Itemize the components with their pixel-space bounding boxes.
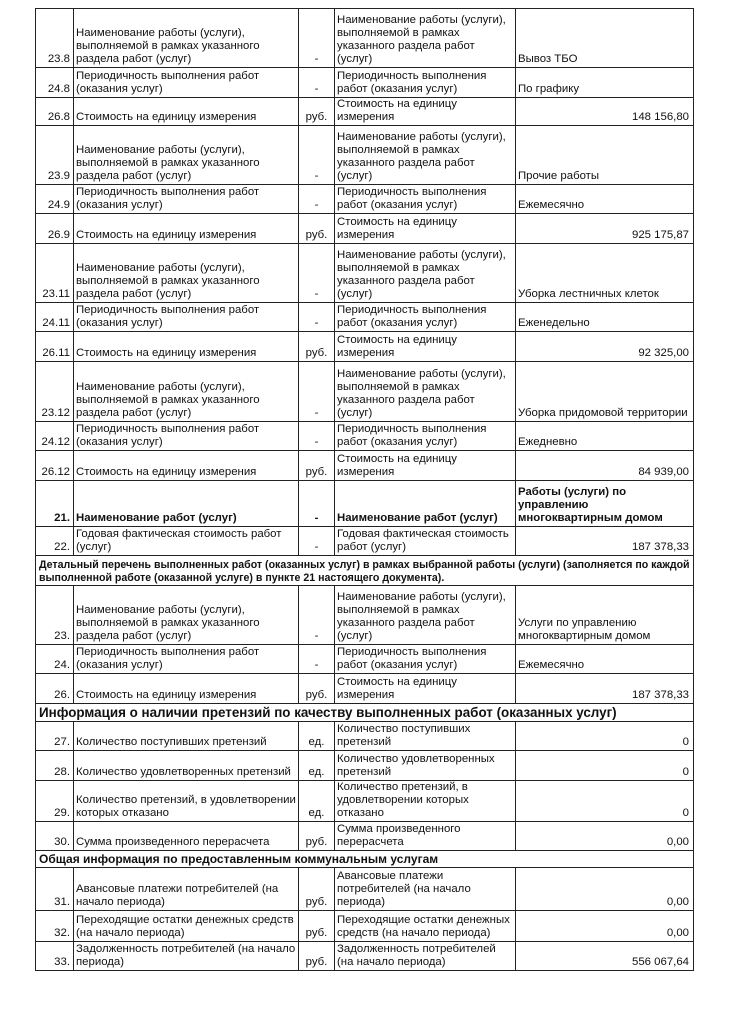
item-value: 92 325,00	[516, 332, 694, 362]
item-description: Наименование работы (услуги), выполняемой в рамках указанного раздела работ (услуг)	[335, 9, 516, 68]
unit-cell: руб.	[299, 98, 335, 126]
item-name: Наименование работы (услуги), выполняемой в рамках указанного раздела работ (услуг)	[74, 9, 299, 68]
row-number: 22.	[36, 527, 74, 556]
item-value: 187 378,33	[516, 527, 694, 556]
item-description: Количество поступивших претензий	[335, 722, 516, 751]
item-value: Ежемесячно	[516, 645, 694, 674]
table-row	[36, 332, 694, 362]
item-name: Авансовые платежи потребителей (на начало периода)	[74, 868, 299, 911]
item-description: Стоимость на единицу измерения	[335, 451, 516, 481]
detail-note-row	[36, 556, 694, 586]
row-number: 23.9	[36, 126, 74, 185]
row-number: 28.	[36, 751, 74, 781]
table-row	[36, 244, 694, 303]
item-description: Переходящие остатки денежных средств (на начало периода)	[335, 911, 516, 942]
item-description: Периодичность выполнения работ (оказания услуг)	[335, 185, 516, 214]
item-name: Стоимость на единицу измерения	[74, 214, 299, 244]
unit-cell: -	[299, 68, 335, 98]
table-row	[36, 9, 694, 68]
unit-cell: -	[299, 185, 335, 214]
unit-cell: руб.	[299, 911, 335, 942]
table-row	[36, 185, 694, 214]
unit-cell: -	[299, 422, 335, 451]
section-title: Информация о наличии претензий по качеству выполненных работ (оказанных услуг)	[36, 704, 694, 722]
unit-cell: -	[299, 126, 335, 185]
table-row	[36, 362, 694, 422]
row-number: 26.11	[36, 332, 74, 362]
row-number: 23.12	[36, 362, 74, 422]
item-description: Количество претензий, в удовлетворении которых отказано	[335, 781, 516, 822]
row-number: 26.	[36, 674, 74, 704]
table-row	[36, 481, 694, 527]
item-name: Наименование работы (услуги), выполняемой в рамках указанного раздела работ (услуг)	[74, 362, 299, 422]
item-value: Ежемесячно	[516, 185, 694, 214]
item-description: Стоимость на единицу измерения	[335, 674, 516, 704]
table-row	[36, 451, 694, 481]
item-value: 0,00	[516, 822, 694, 851]
item-value: Прочие работы	[516, 126, 694, 185]
item-value: Ежедневно	[516, 422, 694, 451]
item-value: Уборка придомовой территории	[516, 362, 694, 422]
item-value: По графику	[516, 68, 694, 98]
item-description: Стоимость на единицу измерения	[335, 214, 516, 244]
row-number: 27.	[36, 722, 74, 751]
row-number: 23.11	[36, 244, 74, 303]
table-row	[36, 781, 694, 822]
item-name: Периодичность выполнения работ (оказания услуг)	[74, 422, 299, 451]
item-name: Задолженность потребителей (на начало периода)	[74, 942, 299, 971]
item-value: 0,00	[516, 868, 694, 911]
row-number: 26.9	[36, 214, 74, 244]
item-value: 84 939,00	[516, 451, 694, 481]
item-name: Наименование работы (услуги), выполняемой в рамках указанного раздела работ (услуг)	[74, 244, 299, 303]
item-name: Наименование работы (услуги), выполняемой в рамках указанного раздела работ (услуг)	[74, 586, 299, 645]
item-value: Услуги по управлению многоквартирным домом	[516, 586, 694, 645]
unit-cell: -	[299, 244, 335, 303]
unit-cell: ед.	[299, 751, 335, 781]
unit-cell: -	[299, 303, 335, 332]
unit-cell: ед.	[299, 781, 335, 822]
unit-cell: -	[299, 527, 335, 556]
item-value: Вывоз ТБО	[516, 9, 694, 68]
row-number: 23.	[36, 586, 74, 645]
section-header-row	[36, 851, 694, 868]
item-description: Периодичность выполнения работ (оказания услуг)	[335, 303, 516, 332]
item-name: Периодичность выполнения работ (оказания услуг)	[74, 68, 299, 98]
row-number: 31.	[36, 868, 74, 911]
item-description: Периодичность выполнения работ (оказания услуг)	[335, 68, 516, 98]
item-name: Периодичность выполнения работ (оказания услуг)	[74, 303, 299, 332]
item-description: Стоимость на единицу измерения	[335, 98, 516, 126]
item-description: Периодичность выполнения работ (оказания услуг)	[335, 422, 516, 451]
item-name: Стоимость на единицу измерения	[74, 98, 299, 126]
table-row	[36, 422, 694, 451]
item-name: Количество претензий, в удовлетворении которых отказано	[74, 781, 299, 822]
item-description: Наименование работы (услуги), выполняемой в рамках указанного раздела работ (услуг)	[335, 244, 516, 303]
item-description: Сумма произведенного перерасчета	[335, 822, 516, 851]
unit-cell: руб.	[299, 332, 335, 362]
unit-cell: -	[299, 9, 335, 68]
unit-cell: руб.	[299, 451, 335, 481]
item-description: Авансовые платежи потребителей (на начало периода)	[335, 868, 516, 911]
row-number: 30.	[36, 822, 74, 851]
item-name: Сумма произведенного перерасчета	[74, 822, 299, 851]
row-number: 32.	[36, 911, 74, 942]
table-row	[36, 674, 694, 704]
row-number: 23.8	[36, 9, 74, 68]
table-row	[36, 98, 694, 126]
unit-cell: руб.	[299, 822, 335, 851]
item-value: 925 175,87	[516, 214, 694, 244]
item-value: Уборка лестничных клеток	[516, 244, 694, 303]
row-number: 24.11	[36, 303, 74, 332]
item-description: Наименование работы (услуги), выполняемой в рамках указанного раздела работ (услуг)	[335, 362, 516, 422]
item-name: Стоимость на единицу измерения	[74, 451, 299, 481]
table-row	[36, 722, 694, 751]
unit-cell: -	[299, 645, 335, 674]
item-description: Количество удовлетворенных претензий	[335, 751, 516, 781]
item-description: Годовая фактическая стоимость работ (услуг)	[335, 527, 516, 556]
row-number: 26.12	[36, 451, 74, 481]
item-description: Периодичность выполнения работ (оказания услуг)	[335, 645, 516, 674]
row-number: 24.	[36, 645, 74, 674]
table-row	[36, 214, 694, 244]
table-row	[36, 911, 694, 942]
item-description: Наименование работ (услуг)	[335, 481, 516, 527]
unit-cell: -	[299, 586, 335, 645]
unit-cell: -	[299, 481, 335, 527]
item-value: Работы (услуги) по управлению многоквартирным домом	[516, 481, 694, 527]
item-name: Стоимость на единицу измерения	[74, 674, 299, 704]
item-value: 148 156,80	[516, 98, 694, 126]
unit-cell: руб.	[299, 674, 335, 704]
item-description: Стоимость на единицу измерения	[335, 332, 516, 362]
table-row	[36, 751, 694, 781]
item-name: Наименование работы (услуги), выполняемой в рамках указанного раздела работ (услуг)	[74, 126, 299, 185]
item-value: 556 067,64	[516, 942, 694, 971]
item-value: Еженедельно	[516, 303, 694, 332]
item-value: 0	[516, 751, 694, 781]
item-name: Наименование работ (услуг)	[74, 481, 299, 527]
item-name: Переходящие остатки денежных средств (на начало периода)	[74, 911, 299, 942]
unit-cell: руб.	[299, 214, 335, 244]
section-header-row	[36, 704, 694, 722]
table-row	[36, 126, 694, 185]
table-row	[36, 868, 694, 911]
row-number: 26.8	[36, 98, 74, 126]
row-number: 24.12	[36, 422, 74, 451]
row-number: 24.8	[36, 68, 74, 98]
section-title: Общая информация по предоставленным коммунальным услугам	[36, 851, 694, 868]
item-name: Количество поступивших претензий	[74, 722, 299, 751]
unit-cell: руб.	[299, 868, 335, 911]
row-number: 33.	[36, 942, 74, 971]
item-name: Периодичность выполнения работ (оказания услуг)	[74, 185, 299, 214]
item-name: Периодичность выполнения работ (оказания услуг)	[74, 645, 299, 674]
row-number: 21.	[36, 481, 74, 527]
item-description: Задолженность потребителей (на начало периода)	[335, 942, 516, 971]
item-value: 0	[516, 722, 694, 751]
table-row	[36, 645, 694, 674]
item-value: 0	[516, 781, 694, 822]
item-name: Годовая фактическая стоимость работ (услуг)	[74, 527, 299, 556]
item-description: Наименование работы (услуги), выполняемой в рамках указанного раздела работ (услуг)	[335, 586, 516, 645]
unit-cell: руб.	[299, 942, 335, 971]
item-name: Количество удовлетворенных претензий	[74, 751, 299, 781]
unit-cell: ед.	[299, 722, 335, 751]
report-table	[35, 8, 694, 971]
unit-cell: -	[299, 362, 335, 422]
item-value: 0,00	[516, 911, 694, 942]
row-number: 29.	[36, 781, 74, 822]
row-number: 24.9	[36, 185, 74, 214]
table-row	[36, 303, 694, 332]
table-row	[36, 527, 694, 556]
item-value: 187 378,33	[516, 674, 694, 704]
item-description: Наименование работы (услуги), выполняемой в рамках указанного раздела работ (услуг)	[335, 126, 516, 185]
item-name: Стоимость на единицу измерения	[74, 332, 299, 362]
table-row	[36, 822, 694, 851]
detail-note: Детальный перечень выполненных работ (оказанных услуг) в рамках выбранной работы (услуги) (заполняется по каждой выполненной работе (оказанной услуге) в пункте 21 настоящего документа).	[36, 556, 694, 586]
table-row	[36, 68, 694, 98]
table-row	[36, 942, 694, 971]
table-row	[36, 586, 694, 645]
